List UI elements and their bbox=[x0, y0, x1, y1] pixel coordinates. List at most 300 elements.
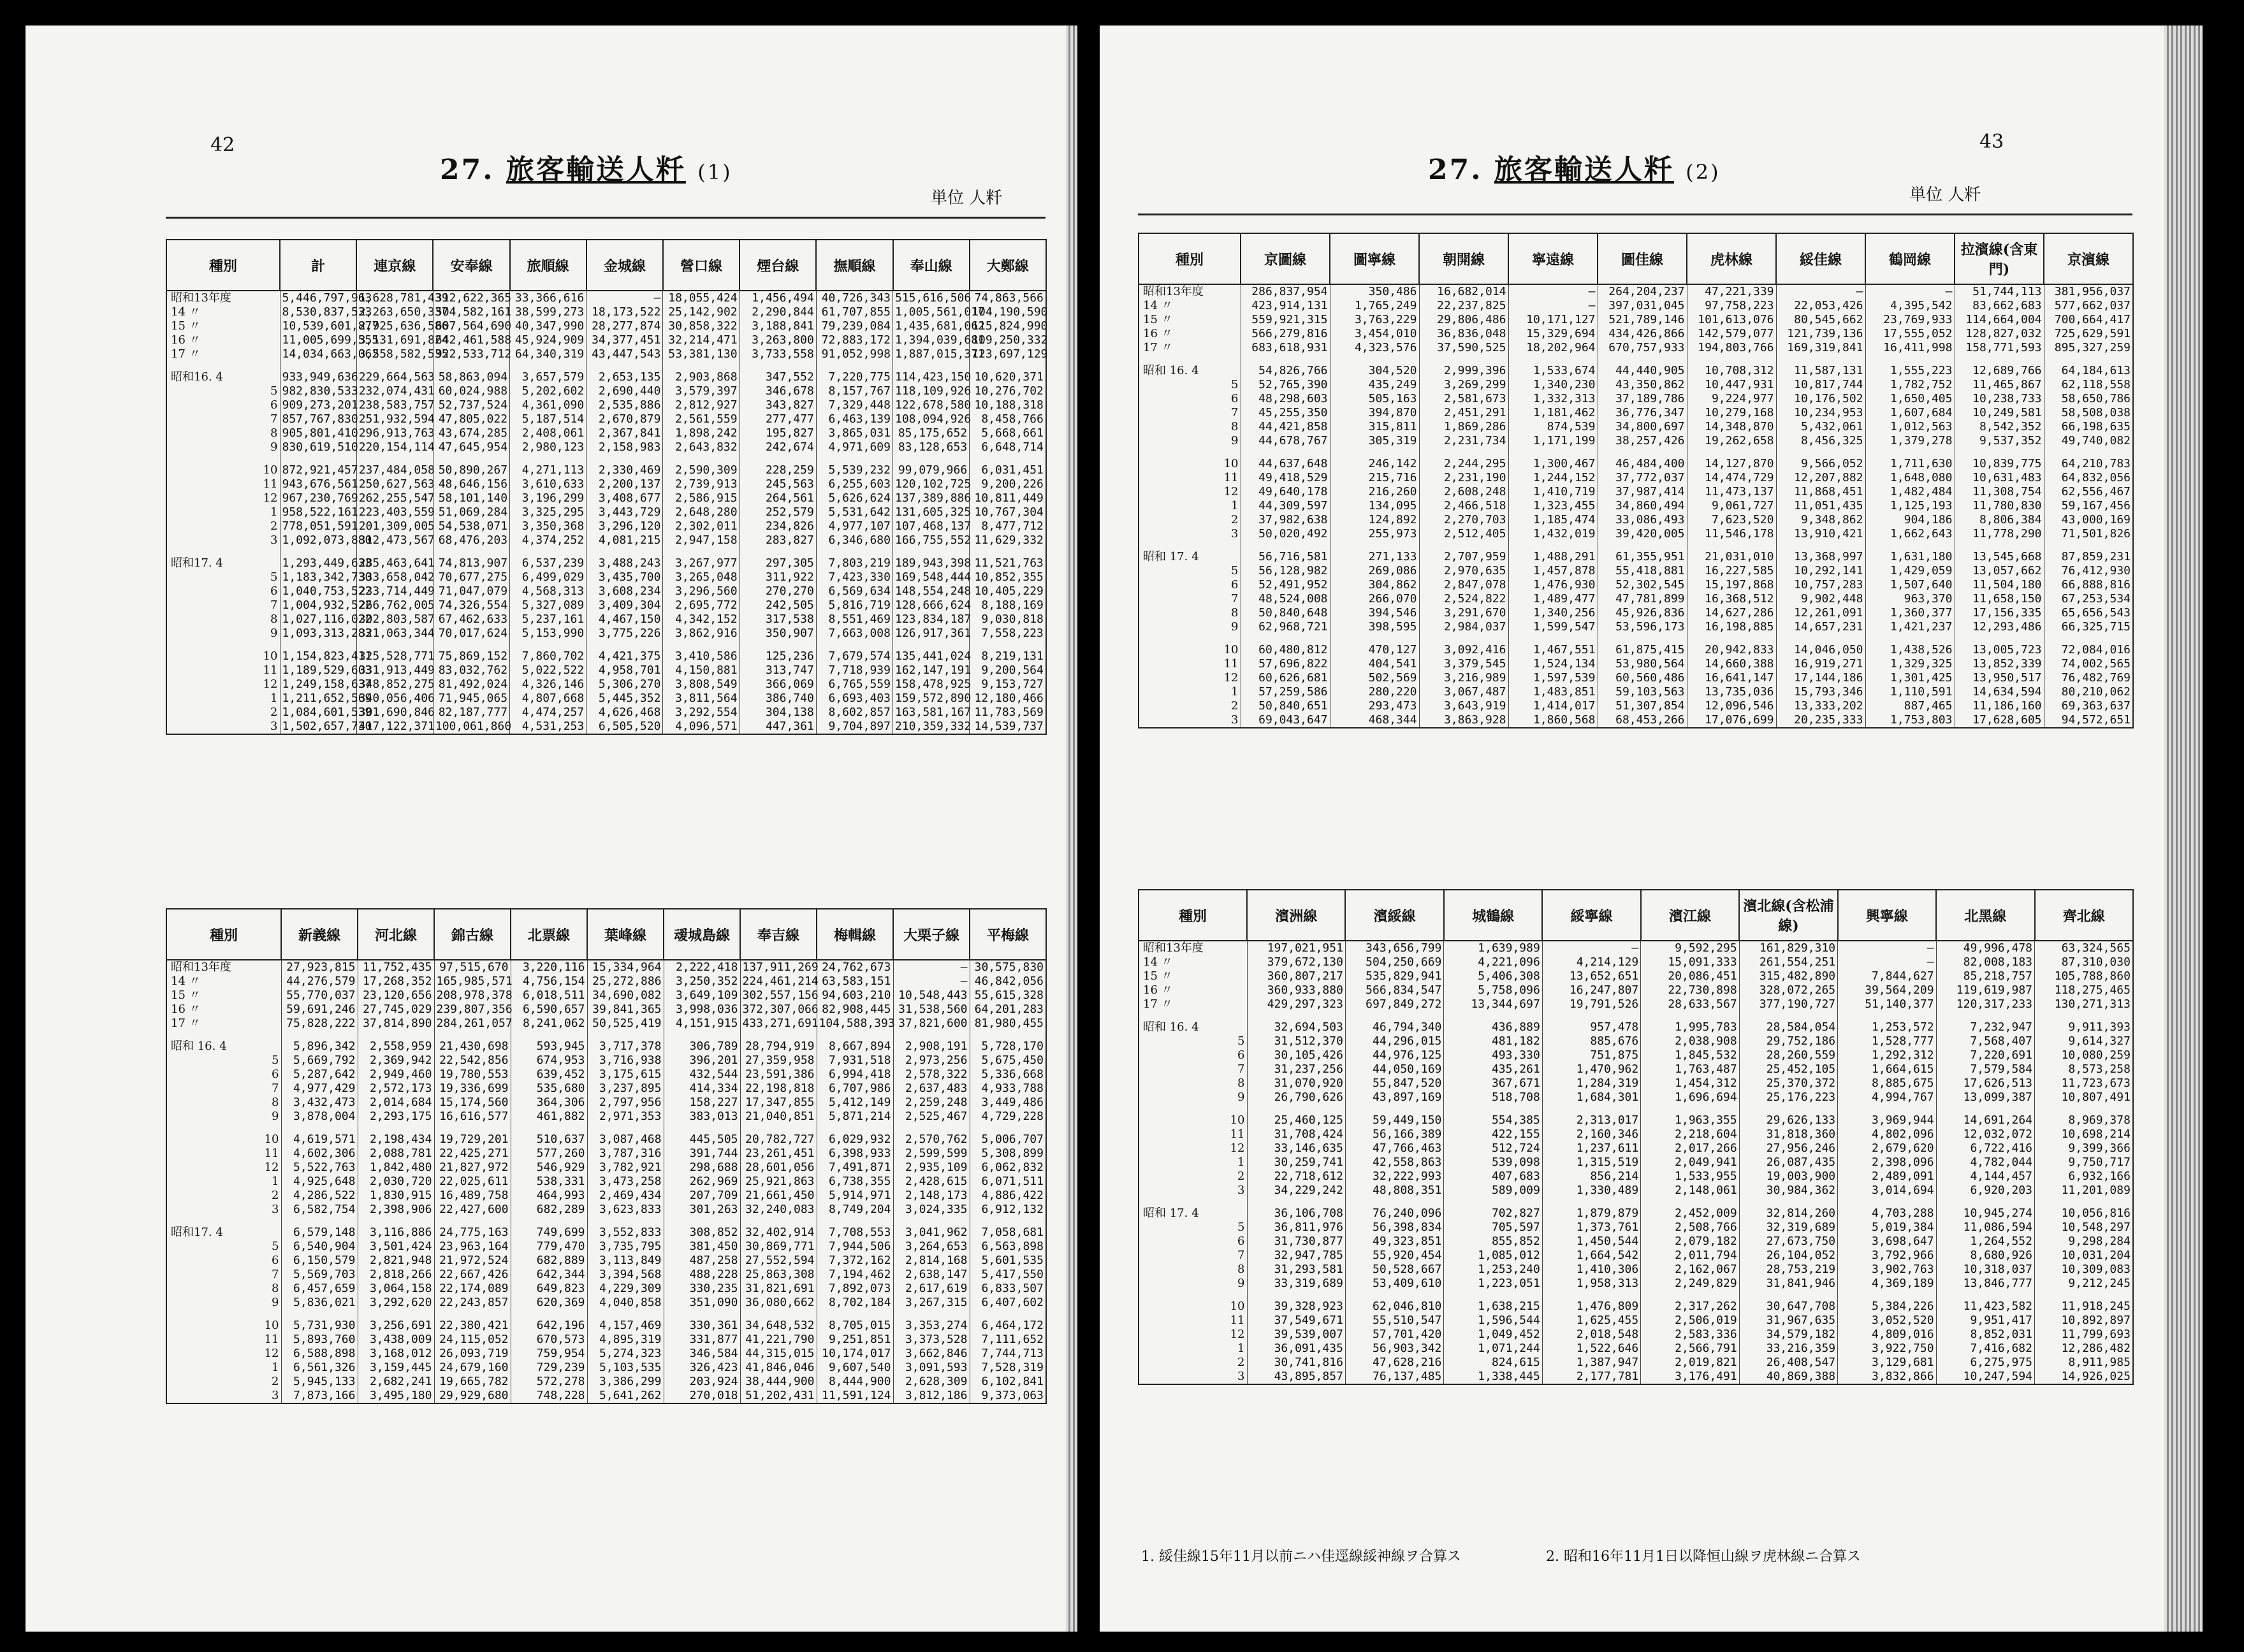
table-cell: 47,781,899 bbox=[1598, 592, 1687, 606]
table-row bbox=[1139, 327, 2133, 341]
column-header: 新義線 bbox=[281, 909, 358, 960]
table-cell: 242,505 bbox=[740, 598, 816, 612]
row-label: 6 bbox=[166, 1068, 281, 1082]
table-cell: 34,800,697 bbox=[1598, 420, 1687, 434]
table-cell: 3,432,473 bbox=[281, 1096, 358, 1110]
table-cell: 75,869,152 bbox=[433, 649, 509, 663]
table-cell: 36,080,662 bbox=[740, 1296, 817, 1310]
table-cell: 6,738,355 bbox=[817, 1175, 893, 1189]
table-cell: 422,155 bbox=[1444, 1127, 1542, 1141]
table-cell: 131,605,325 bbox=[893, 505, 970, 519]
table-cell: 2,259,248 bbox=[893, 1096, 970, 1110]
table-cell: 16,247,807 bbox=[1542, 983, 1640, 997]
table-cell: 13,333,202 bbox=[1776, 699, 1865, 713]
table-cell: 1,599,547 bbox=[1508, 620, 1598, 634]
table-cell: 55,615,328 bbox=[970, 989, 1046, 1003]
column-header: 圖寧線 bbox=[1330, 233, 1419, 284]
table-cell: 3,501,424 bbox=[358, 1240, 434, 1254]
table-cell: 3,782,921 bbox=[587, 1161, 664, 1175]
table-cell: 10,238,733 bbox=[1955, 392, 2044, 406]
table-cell: 2,670,879 bbox=[586, 412, 663, 426]
row-label: 16 〃 bbox=[166, 333, 280, 347]
table-cell: 461,882 bbox=[511, 1110, 587, 1124]
table-row bbox=[166, 692, 1046, 706]
table-cell: 11,201,089 bbox=[2035, 1184, 2133, 1198]
table-cell: 126,917,361 bbox=[893, 627, 970, 641]
table-cell: 120,102,725 bbox=[893, 477, 970, 491]
table-cell: 6,275,975 bbox=[1936, 1356, 2034, 1370]
table-cell: 468,344 bbox=[1330, 713, 1419, 728]
table-cell: 13,099,387 bbox=[1936, 1090, 2034, 1105]
table-cell: 12,180,466 bbox=[970, 692, 1046, 706]
table-row bbox=[166, 1268, 1046, 1282]
table-cell: 330,235 bbox=[664, 1282, 740, 1296]
spacer-cell bbox=[1936, 1105, 2034, 1113]
row-label: 7 bbox=[1139, 406, 1241, 420]
table-cell: 24,679,160 bbox=[434, 1361, 511, 1375]
table-cell: 31,730,877 bbox=[1247, 1235, 1345, 1249]
table-cell: 15,334,964 bbox=[587, 960, 664, 975]
table-cell: 3,091,593 bbox=[893, 1361, 970, 1375]
table-cell: 80,210,062 bbox=[2044, 685, 2133, 699]
table-cell: 66,888,816 bbox=[2044, 578, 2133, 592]
table-cell: 3,775,226 bbox=[586, 627, 663, 641]
table-cell: 1,664,542 bbox=[1542, 1249, 1640, 1263]
column-header: 種別 bbox=[1139, 890, 1247, 941]
table-cell: 43,897,169 bbox=[1345, 1090, 1443, 1105]
table-cell: 749,699 bbox=[511, 1226, 587, 1240]
table-cell: 572,278 bbox=[511, 1375, 587, 1389]
table-cell: 83,128,653 bbox=[893, 440, 970, 454]
table-cell: 504,582,161 bbox=[433, 305, 509, 319]
table-cell: 5,675,450 bbox=[970, 1054, 1046, 1068]
table-cell: 27,956,246 bbox=[1739, 1141, 1837, 1156]
spacer-cell bbox=[510, 547, 586, 556]
row-label: 2 bbox=[166, 519, 280, 533]
row-label: 12 bbox=[1139, 485, 1241, 499]
spacer-cell bbox=[1687, 448, 1776, 457]
table-cell: 2,818,266 bbox=[358, 1268, 434, 1282]
table-row bbox=[1139, 606, 2133, 620]
table-cell: 119,619,987 bbox=[1936, 983, 2034, 997]
table-cell: 2,739,913 bbox=[663, 477, 740, 491]
table-cell: 2,038,908 bbox=[1641, 1034, 1739, 1048]
table-cell: 48,808,351 bbox=[1345, 1184, 1443, 1198]
table-cell: 3,216,989 bbox=[1419, 671, 1508, 685]
table-row bbox=[1139, 485, 2133, 499]
table-cell: 1,860,568 bbox=[1508, 713, 1598, 728]
table-row bbox=[166, 1161, 1046, 1175]
spacer-cell bbox=[166, 1031, 281, 1040]
table-cell: 1,183,342,730 bbox=[280, 570, 356, 584]
table-cell: 108,094,926 bbox=[893, 412, 970, 426]
table-cell: 10,309,083 bbox=[2035, 1263, 2133, 1277]
table-cell: 311,922 bbox=[740, 570, 816, 584]
table-row bbox=[166, 305, 1046, 319]
table-cell: 7,892,073 bbox=[817, 1282, 893, 1296]
table-cell: 31,512,370 bbox=[1247, 1034, 1345, 1048]
table-cell: 9,399,366 bbox=[2035, 1141, 2133, 1156]
table-cell: 6,561,326 bbox=[281, 1361, 358, 1375]
table-cell: 59,691,246 bbox=[281, 1003, 358, 1017]
table-cell: 9,030,818 bbox=[970, 612, 1046, 627]
table-cell: 19,336,699 bbox=[434, 1082, 511, 1096]
table-cell: 15,793,346 bbox=[1776, 685, 1865, 699]
spacer-cell bbox=[1641, 1011, 1739, 1020]
table-cell: 14,539,737 bbox=[970, 720, 1046, 734]
table-cell: 379,672,130 bbox=[1247, 955, 1345, 969]
table-cell: 5,914,971 bbox=[817, 1189, 893, 1203]
right-page bbox=[1100, 25, 2203, 1632]
table-cell: 251,932,594 bbox=[356, 412, 433, 426]
row-label: 11 bbox=[1139, 471, 1241, 485]
row-label: 7 bbox=[1139, 1062, 1247, 1076]
table-cell: 8,602,857 bbox=[816, 706, 892, 720]
table-cell: 10,757,283 bbox=[1776, 578, 1865, 592]
spacer-cell bbox=[1345, 1011, 1443, 1020]
spacer-cell bbox=[1508, 355, 1598, 364]
table-cell: 12,689,766 bbox=[1955, 364, 2044, 378]
table-cell: 3,495,180 bbox=[358, 1389, 434, 1403]
table-cell: 64,210,783 bbox=[2044, 457, 2133, 471]
table-cell: 100,061,860 bbox=[433, 720, 509, 734]
table-cell: 943,676,561 bbox=[280, 477, 356, 491]
table-cell: 7,708,553 bbox=[817, 1226, 893, 1240]
table-cell: 3,608,234 bbox=[586, 584, 663, 598]
table-cell: 47,645,954 bbox=[433, 440, 509, 454]
table-cell: 169,319,841 bbox=[1776, 341, 1865, 355]
table-cell: 91,052,998 bbox=[816, 347, 892, 361]
table-cell: 1,329,325 bbox=[1865, 657, 1955, 671]
column-header: 撫順線 bbox=[816, 240, 892, 291]
table-cell: 261,554,251 bbox=[1739, 955, 1837, 969]
column-header: 綏寧線 bbox=[1542, 890, 1640, 941]
table-cell: 38,257,426 bbox=[1598, 434, 1687, 448]
title-part: (1) bbox=[697, 160, 732, 184]
table-cell: 13,735,036 bbox=[1687, 685, 1776, 699]
spacer-cell bbox=[1139, 541, 1241, 550]
table-cell: 304,138 bbox=[740, 706, 816, 720]
table-cell: 11,504,180 bbox=[1955, 578, 2044, 592]
table-cell: 2,586,915 bbox=[663, 491, 740, 505]
table-cell: 39,328,923 bbox=[1247, 1300, 1345, 1314]
spacer-cell bbox=[970, 454, 1046, 463]
table-cell: 76,482,769 bbox=[2044, 671, 2133, 685]
page-title bbox=[440, 147, 732, 187]
table-cell: 1,092,073,880 bbox=[280, 533, 356, 547]
table-cell: 1,898,242 bbox=[663, 426, 740, 440]
table-row bbox=[166, 1110, 1046, 1124]
table-cell: 34,229,242 bbox=[1247, 1184, 1345, 1198]
table-row bbox=[1139, 364, 2133, 378]
table-cell: 32,240,083 bbox=[740, 1203, 817, 1217]
table-cell: 33,216,359 bbox=[1739, 1342, 1837, 1356]
table-cell: 1,293,449,633 bbox=[280, 556, 356, 570]
table-cell: 1,607,684 bbox=[1865, 406, 1955, 420]
table-cell: 11,591,124 bbox=[817, 1389, 893, 1403]
row-label: 3 bbox=[1139, 1370, 1247, 1384]
table-cell: 2,971,353 bbox=[587, 1110, 664, 1124]
row-label: 8 bbox=[1139, 1076, 1247, 1090]
table-cell: 4,144,457 bbox=[1936, 1170, 2034, 1184]
table-cell: 7,718,939 bbox=[816, 663, 892, 677]
table-cell: 4,703,288 bbox=[1838, 1206, 1936, 1221]
spacer-cell bbox=[1330, 634, 1419, 643]
table-cell: 85,218,757 bbox=[1936, 969, 2034, 983]
table-cell: 41,846,046 bbox=[740, 1361, 817, 1375]
table-cell: 10,405,229 bbox=[970, 584, 1046, 598]
table-cell: 1,421,237 bbox=[1865, 620, 1955, 634]
table-cell: 115,824,990 bbox=[970, 319, 1046, 333]
spacer-cell bbox=[433, 547, 509, 556]
table-cell: 3,878,004 bbox=[281, 1110, 358, 1124]
table-cell: 4,271,113 bbox=[510, 463, 586, 477]
table-cell: 539,098 bbox=[1444, 1156, 1542, 1170]
table-cell: 17,156,335 bbox=[1955, 606, 2044, 620]
table-cell: 414,334 bbox=[664, 1082, 740, 1096]
row-gap bbox=[166, 641, 1046, 649]
table-cell: 62,046,810 bbox=[1345, 1300, 1443, 1314]
rule bbox=[166, 217, 1046, 219]
spacer-cell bbox=[511, 1124, 587, 1133]
table-cell: 3,716,938 bbox=[587, 1054, 664, 1068]
table-cell: 350,907 bbox=[740, 627, 816, 641]
row-gap bbox=[166, 1031, 1046, 1040]
table-cell: 59,103,563 bbox=[1598, 685, 1687, 699]
table-cell: 16,616,577 bbox=[434, 1110, 511, 1124]
row-label: 7 bbox=[166, 1082, 281, 1096]
table-cell: 1,315,519 bbox=[1542, 1156, 1640, 1170]
table-cell: 11,783,569 bbox=[970, 706, 1046, 720]
page-number: 42 bbox=[210, 134, 235, 156]
table-cell: 445,505 bbox=[664, 1133, 740, 1147]
table-cell: 10,080,259 bbox=[2035, 1048, 2133, 1062]
table-cell: 82,187,777 bbox=[433, 706, 509, 720]
column-header: 寧遠線 bbox=[1508, 233, 1598, 284]
table-cell: 22,667,426 bbox=[434, 1268, 511, 1282]
table-cell: 2,428,615 bbox=[893, 1175, 970, 1189]
table-cell: 298,688 bbox=[664, 1161, 740, 1175]
table-cell: 74,002,565 bbox=[2044, 657, 2133, 671]
title-number: 27. bbox=[1428, 154, 1483, 186]
table-cell: 642,344 bbox=[511, 1268, 587, 1282]
row-label: 9 bbox=[166, 627, 280, 641]
table-cell: 2,263,650,337 bbox=[356, 305, 433, 319]
table-cell: 5,412,149 bbox=[817, 1096, 893, 1110]
spacer-cell bbox=[817, 1217, 893, 1226]
table-cell: 2,973,256 bbox=[893, 1054, 970, 1068]
table-cell: 346,678 bbox=[740, 384, 816, 398]
table-cell: 5,945,133 bbox=[281, 1375, 358, 1389]
table-cell: 1,071,244 bbox=[1444, 1342, 1542, 1356]
table-cell: 9,537,352 bbox=[1955, 434, 2044, 448]
table-cell: 52,765,390 bbox=[1241, 378, 1330, 392]
table-cell: 4,971,609 bbox=[816, 440, 892, 454]
row-gap bbox=[166, 547, 1046, 556]
table-cell: 1,301,425 bbox=[1865, 671, 1955, 685]
table-cell: 10,807,491 bbox=[2035, 1090, 2133, 1105]
table-cell: 49,418,529 bbox=[1241, 471, 1330, 485]
table-cell: 346,584 bbox=[664, 1347, 740, 1361]
table-cell: 3,024,335 bbox=[893, 1203, 970, 1217]
row-label: 17 〃 bbox=[166, 1017, 281, 1031]
table-cell: 55,510,547 bbox=[1345, 1314, 1443, 1328]
table-cell: 2,177,781 bbox=[1542, 1370, 1640, 1384]
table-cell: 12,293,486 bbox=[1955, 620, 2044, 634]
table-cell: 3,811,564 bbox=[663, 692, 740, 706]
table-cell: 228,259 bbox=[740, 463, 816, 477]
table-cell: 10,631,483 bbox=[1955, 471, 2044, 485]
table-cell: 55,770,037 bbox=[281, 989, 358, 1003]
table-cell: 14,657,231 bbox=[1776, 620, 1865, 634]
table-cell: 11,546,178 bbox=[1687, 527, 1776, 541]
table-row bbox=[1139, 1076, 2133, 1090]
spacer-cell bbox=[587, 1124, 664, 1133]
table-cell: 25,452,105 bbox=[1739, 1062, 1837, 1076]
table-cell: 3,131,691,824 bbox=[356, 333, 433, 347]
table-cell: 8,219,131 bbox=[970, 649, 1046, 663]
table-cell: 97,758,223 bbox=[1687, 299, 1776, 313]
table-cell: 6,722,416 bbox=[1936, 1141, 2034, 1156]
table-cell: 5,022,522 bbox=[510, 663, 586, 677]
spacer-cell bbox=[970, 361, 1046, 370]
row-label: 昭和17. 4 bbox=[166, 556, 280, 570]
column-header: 北票線 bbox=[511, 909, 587, 960]
table-cell: 5,816,719 bbox=[816, 598, 892, 612]
row-gap bbox=[1139, 634, 2133, 643]
table-row bbox=[1139, 1184, 2133, 1198]
table-cell: 1,845,532 bbox=[1641, 1048, 1739, 1062]
table-cell: 25,863,308 bbox=[740, 1268, 817, 1282]
table-cell: 7,194,462 bbox=[817, 1268, 893, 1282]
footnote-1: 1. 綏佳線15年11月以前ニハ佳逕線綏神線ヲ合算ス bbox=[1141, 1549, 1461, 1565]
row-label: 6 bbox=[1139, 578, 1241, 592]
table-cell: 1,625,455 bbox=[1542, 1314, 1640, 1328]
table-cell: 874,539 bbox=[1508, 420, 1598, 434]
table-cell: 325,528,771 bbox=[356, 649, 433, 663]
table-cell: 6,102,841 bbox=[970, 1375, 1046, 1389]
table-cell: 348,852,275 bbox=[356, 677, 433, 692]
row-label: 1 bbox=[1139, 1156, 1247, 1170]
table-cell: 9,902,448 bbox=[1776, 592, 1865, 606]
table-cell: 18,173,522 bbox=[586, 305, 663, 319]
row-label: 11 bbox=[1139, 1127, 1247, 1141]
table-cell: 34,860,494 bbox=[1598, 499, 1687, 513]
table-cell: 21,040,851 bbox=[740, 1110, 817, 1124]
table-cell: 7,058,681 bbox=[970, 1226, 1046, 1240]
table-cell: 32,814,260 bbox=[1739, 1206, 1837, 1221]
table-cell: 1,338,445 bbox=[1444, 1370, 1542, 1384]
table-cell: 246,142 bbox=[1330, 457, 1419, 471]
spacer-cell bbox=[1776, 355, 1865, 364]
table-cell: 81,980,455 bbox=[970, 1017, 1046, 1031]
table-cell: 481,182 bbox=[1444, 1034, 1542, 1048]
table-cell: 22,198,818 bbox=[740, 1082, 817, 1096]
spacer-cell bbox=[510, 641, 586, 649]
spacer-cell bbox=[1330, 355, 1419, 364]
table-row bbox=[1139, 713, 2133, 728]
table-cell: 3,373,528 bbox=[893, 1333, 970, 1347]
spacer-cell bbox=[1444, 1011, 1542, 1020]
row-gap bbox=[166, 454, 1046, 463]
table-cell: 17,628,605 bbox=[1955, 713, 2044, 728]
table-cell: 1,467,551 bbox=[1508, 643, 1598, 657]
table-cell: 58,650,786 bbox=[2044, 392, 2133, 406]
table-cell: 148,554,248 bbox=[893, 584, 970, 598]
table-cell: 34,690,082 bbox=[587, 989, 664, 1003]
spacer-cell bbox=[356, 361, 433, 370]
table-cell: 331,913,449 bbox=[356, 663, 433, 677]
table-cell: 61,355,951 bbox=[1598, 550, 1687, 564]
table-cell: 9,614,327 bbox=[2035, 1034, 2133, 1048]
table-row bbox=[166, 584, 1046, 598]
row-label: 9 bbox=[166, 440, 280, 454]
table-cell: 8,749,204 bbox=[817, 1203, 893, 1217]
table-cell: 58,508,038 bbox=[2044, 406, 2133, 420]
table-cell: 2,821,948 bbox=[358, 1254, 434, 1268]
table-cell: 1,597,539 bbox=[1508, 671, 1598, 685]
table-cell: 16,198,885 bbox=[1687, 620, 1776, 634]
spacer-cell bbox=[358, 1124, 434, 1133]
table-cell: 1,005,561,017 bbox=[893, 305, 970, 319]
table-cell: 2,222,418 bbox=[664, 960, 740, 975]
row-label: 昭和17. 4 bbox=[166, 1226, 281, 1240]
table-cell: 46,794,340 bbox=[1345, 1020, 1443, 1034]
table-cell: 10,171,127 bbox=[1508, 313, 1598, 327]
spacer-cell bbox=[1542, 1291, 1640, 1300]
table-cell: 824,615 bbox=[1444, 1356, 1542, 1370]
table-cell: 14,046,050 bbox=[1776, 643, 1865, 657]
column-header: 拉濱線(含東門) bbox=[1955, 233, 2044, 284]
row-label: 昭和 16. 4 bbox=[1139, 364, 1241, 378]
row-label: 1 bbox=[1139, 1342, 1247, 1356]
table-cell: 87,859,231 bbox=[2044, 550, 2133, 564]
row-label: 17 〃 bbox=[166, 347, 280, 361]
table-cell: 55,847,520 bbox=[1345, 1076, 1443, 1090]
table-cell: 42,558,863 bbox=[1345, 1156, 1443, 1170]
table-cell: 49,323,851 bbox=[1345, 1235, 1443, 1249]
row-label: 10 bbox=[1139, 457, 1241, 471]
table-cell: 37,982,638 bbox=[1241, 513, 1330, 527]
row-label: 6 bbox=[166, 584, 280, 598]
row-label: 15 〃 bbox=[1139, 313, 1241, 327]
table-cell: 51,307,854 bbox=[1598, 699, 1687, 713]
spacer-cell bbox=[1838, 1105, 1936, 1113]
table-cell: 2,398,906 bbox=[358, 1203, 434, 1217]
table-cell: 350,486 bbox=[1330, 284, 1419, 299]
table-cell: 22,542,856 bbox=[434, 1054, 511, 1068]
spacer-cell bbox=[1508, 448, 1598, 457]
table-cell: 702,827 bbox=[1444, 1206, 1542, 1221]
table-cell: 14,634,594 bbox=[1955, 685, 2044, 699]
spacer-cell bbox=[1241, 355, 1330, 364]
spacer-cell bbox=[1330, 541, 1419, 550]
column-header: 濱北線(含松浦線) bbox=[1739, 890, 1837, 941]
table-row bbox=[1139, 578, 2133, 592]
column-header: 梅輯線 bbox=[817, 909, 893, 960]
table-row bbox=[166, 975, 1046, 989]
table-cell: 6,912,132 bbox=[970, 1203, 1046, 1217]
table-cell: 30,869,771 bbox=[740, 1240, 817, 1254]
table-cell: 9,951,417 bbox=[1936, 1314, 2034, 1328]
table-cell: 1,650,405 bbox=[1865, 392, 1955, 406]
table-cell: 1,253,240 bbox=[1444, 1263, 1542, 1277]
table-cell: 5,306,270 bbox=[586, 677, 663, 692]
page-title bbox=[1428, 147, 1721, 187]
table-cell: 2,313,017 bbox=[1542, 1113, 1640, 1127]
table-cell: 11,799,693 bbox=[2035, 1328, 2133, 1342]
column-header: 濱綏線 bbox=[1345, 890, 1443, 941]
